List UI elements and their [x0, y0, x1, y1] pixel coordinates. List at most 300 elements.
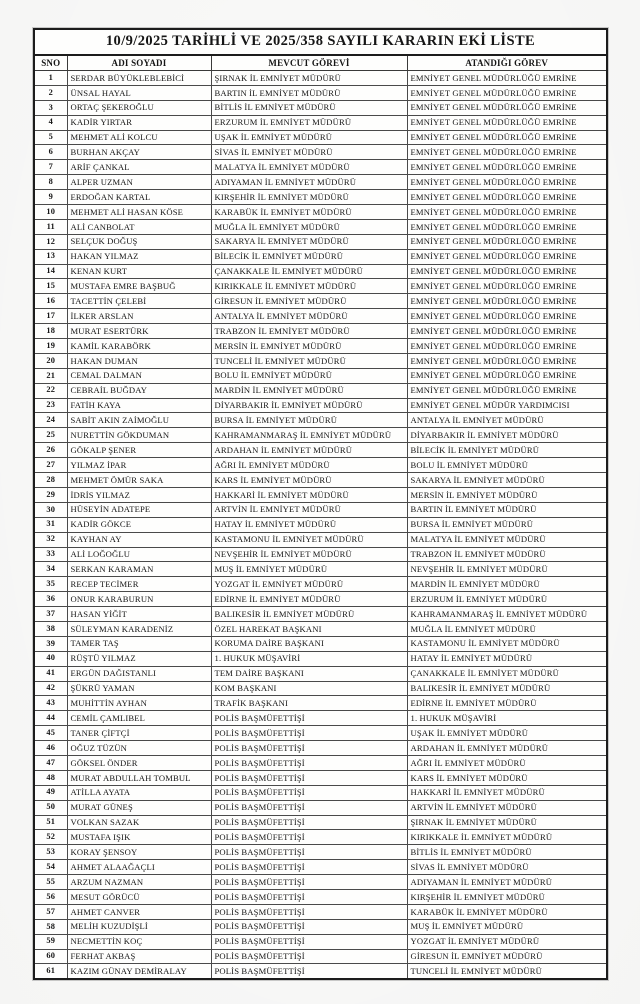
table-row [35, 339, 606, 354]
cell-assigned-duty: EMNİYET GENEL MÜDÜRLÜĞÜ EMRİNE [407, 353, 606, 368]
cell-assigned-duty: EMNİYET GENEL MÜDÜRLÜĞÜ EMRİNE [407, 249, 606, 264]
cell-name: NURETTİN GÖKDUMAN [67, 428, 211, 443]
cell-current-duty: GİRESUN İL EMNİYET MÜDÜRÜ [211, 294, 407, 309]
cell-assigned-duty: EMNİYET GENEL MÜDÜRLÜĞÜ EMRİNE [407, 279, 606, 294]
cell-name: ŞÜKRÜ YAMAN [67, 681, 211, 696]
table-row [35, 607, 606, 622]
cell-name: ALPER UZMAN [67, 175, 211, 190]
cell-name: HÜSEYİN ADATEPE [67, 502, 211, 517]
cell-sno: 21 [35, 368, 67, 383]
cell-current-duty: POLİS BAŞMÜFETTİŞİ [211, 904, 407, 919]
cell-current-duty: POLİS BAŞMÜFETTİŞİ [211, 964, 407, 978]
cell-current-duty: POLİS BAŞMÜFETTİŞİ [211, 830, 407, 845]
cell-current-duty: BİTLİS İL EMNİYET MÜDÜRÜ [211, 100, 407, 115]
cell-assigned-duty: NEVŞEHİR İL EMNİYET MÜDÜRÜ [407, 562, 606, 577]
cell-assigned-duty: 1. HUKUK MÜŞAVİRİ [407, 711, 606, 726]
cell-name: GÖKALP ŞENER [67, 443, 211, 458]
document-title: 10/9/2025 TARİHLİ VE 2025/358 SAYILI KARARIN EKİ LİSTE [35, 30, 606, 55]
cell-assigned-duty: BURSA İL EMNİYET MÜDÜRÜ [407, 517, 606, 532]
cell-assigned-duty: EMNİYET GENEL MÜDÜRLÜĞÜ EMRİNE [407, 339, 606, 354]
cell-name: RÜŞTÜ YILMAZ [67, 651, 211, 666]
table-row [35, 115, 606, 130]
cell-current-duty: ERZURUM İL EMNİYET MÜDÜRÜ [211, 115, 407, 130]
cell-sno: 11 [35, 219, 67, 234]
cell-sno: 38 [35, 621, 67, 636]
cell-assigned-duty: KAHRAMANMARAŞ İL EMNİYET MÜDÜRÜ [407, 607, 606, 622]
cell-name: GÖKSEL ÖNDER [67, 755, 211, 770]
cell-current-duty: POLİS BAŞMÜFETTİŞİ [211, 755, 407, 770]
cell-sno: 51 [35, 815, 67, 830]
cell-current-duty: MUŞ İL EMNİYET MÜDÜRÜ [211, 562, 407, 577]
table-row [35, 934, 606, 949]
table-row [35, 815, 606, 830]
cell-current-duty: POLİS BAŞMÜFETTİŞİ [211, 770, 407, 785]
cell-assigned-duty: KARS İL EMNİYET MÜDÜRÜ [407, 770, 606, 785]
table-row [35, 428, 606, 443]
cell-current-duty: TRABZON İL EMNİYET MÜDÜRÜ [211, 324, 407, 339]
cell-assigned-duty: ERZURUM İL EMNİYET MÜDÜRÜ [407, 592, 606, 607]
table-row [35, 904, 606, 919]
table-row [35, 85, 606, 100]
cell-current-duty: HATAY İL EMNİYET MÜDÜRÜ [211, 517, 407, 532]
cell-assigned-duty: ANTALYA İL EMNİYET MÜDÜRÜ [407, 413, 606, 428]
cell-name: BURHAN AKÇAY [67, 145, 211, 160]
cell-name: YILMAZ İPAR [67, 458, 211, 473]
header-row [35, 55, 606, 71]
cell-name: ONUR KARABURUN [67, 592, 211, 607]
cell-sno: 24 [35, 413, 67, 428]
table-row [35, 219, 606, 234]
table-row [35, 205, 606, 220]
cell-name: TANER ÇİFTÇİ [67, 726, 211, 741]
cell-assigned-duty: MUŞ İL EMNİYET MÜDÜRÜ [407, 919, 606, 934]
cell-current-duty: ARDAHAN İL EMNİYET MÜDÜRÜ [211, 443, 407, 458]
table-row [35, 770, 606, 785]
cell-current-duty: KOM BAŞKANI [211, 681, 407, 696]
table-row [35, 130, 606, 145]
cell-sno: 52 [35, 830, 67, 845]
cell-assigned-duty: BİTLİS İL EMNİYET MÜDÜRÜ [407, 845, 606, 860]
cell-sno: 39 [35, 636, 67, 651]
cell-name: SABİT AKIN ZAİMOĞLU [67, 413, 211, 428]
cell-sno: 45 [35, 726, 67, 741]
cell-name: ERGÜN DAĞISTANLI [67, 666, 211, 681]
cell-sno: 17 [35, 309, 67, 324]
cell-name: NECMETTİN KOÇ [67, 934, 211, 949]
cell-name: TACETTİN ÇELEBİ [67, 294, 211, 309]
cell-assigned-duty: BARTIN İL EMNİYET MÜDÜRÜ [407, 502, 606, 517]
table-row [35, 726, 606, 741]
cell-current-duty: KAHRAMANMARAŞ İL EMNİYET MÜDÜRÜ [211, 428, 407, 443]
cell-current-duty: AĞRI İL EMNİYET MÜDÜRÜ [211, 458, 407, 473]
cell-sno: 47 [35, 755, 67, 770]
table-row [35, 964, 606, 978]
cell-assigned-duty: EMNİYET GENEL MÜDÜRLÜĞÜ EMRİNE [407, 160, 606, 175]
cell-name: MUSTAFA EMRE BAŞBUĞ [67, 279, 211, 294]
cell-current-duty: POLİS BAŞMÜFETTİŞİ [211, 741, 407, 756]
cell-assigned-duty: YOZGAT İL EMNİYET MÜDÜRÜ [407, 934, 606, 949]
cell-current-duty: 1. HUKUK MÜŞAVİRİ [211, 651, 407, 666]
cell-name: OĞUZ TÜZÜN [67, 741, 211, 756]
cell-assigned-duty: HAKKARİ İL EMNİYET MÜDÜRÜ [407, 785, 606, 800]
cell-name: CEMİL ÇAMLIBEL [67, 711, 211, 726]
cell-assigned-duty: EMNİYET GENEL MÜDÜRLÜĞÜ EMRİNE [407, 190, 606, 205]
cell-assigned-duty: MALATYA İL EMNİYET MÜDÜRÜ [407, 532, 606, 547]
cell-assigned-duty: EMNİYET GENEL MÜDÜRLÜĞÜ EMRİNE [407, 130, 606, 145]
cell-sno: 53 [35, 845, 67, 860]
column-header-name: ADI SOYADI [67, 55, 211, 71]
cell-assigned-duty: EMNİYET GENEL MÜDÜRLÜĞÜ EMRİNE [407, 234, 606, 249]
cell-assigned-duty: KARABÜK İL EMNİYET MÜDÜRÜ [407, 904, 606, 919]
table-row [35, 741, 606, 756]
cell-name: CEBRAİL BUĞDAY [67, 383, 211, 398]
cell-name: HAKAN YILMAZ [67, 249, 211, 264]
cell-name: SÜLEYMAN KARADENİZ [67, 621, 211, 636]
table-row [35, 949, 606, 964]
cell-assigned-duty: ÇANAKKALE İL EMNİYET MÜDÜRÜ [407, 666, 606, 681]
cell-name: MEHMET ALİ HASAN KÖSE [67, 205, 211, 220]
decision-annex-table [33, 28, 608, 980]
cell-assigned-duty: EMNİYET GENEL MÜDÜRLÜĞÜ EMRİNE [407, 175, 606, 190]
cell-assigned-duty: TUNCELİ İL EMNİYET MÜDÜRÜ [407, 964, 606, 978]
table-row [35, 666, 606, 681]
cell-current-duty: POLİS BAŞMÜFETTİŞİ [211, 889, 407, 904]
cell-sno: 58 [35, 919, 67, 934]
cell-assigned-duty: AĞRI İL EMNİYET MÜDÜRÜ [407, 755, 606, 770]
cell-current-duty: ÖZEL HAREKAT BAŞKANI [211, 621, 407, 636]
cell-current-duty: MERSİN İL EMNİYET MÜDÜRÜ [211, 339, 407, 354]
cell-name: ALİ LOĞOĞLU [67, 547, 211, 562]
cell-assigned-duty: EDİRNE İL EMNİYET MÜDÜRÜ [407, 696, 606, 711]
cell-current-duty: NEVŞEHİR İL EMNİYET MÜDÜRÜ [211, 547, 407, 562]
cell-current-duty: POLİS BAŞMÜFETTİŞİ [211, 800, 407, 815]
cell-current-duty: HAKKARİ İL EMNİYET MÜDÜRÜ [211, 487, 407, 502]
cell-name: MURAT GÜNEŞ [67, 800, 211, 815]
cell-sno: 28 [35, 473, 67, 488]
cell-sno: 41 [35, 666, 67, 681]
cell-sno: 46 [35, 741, 67, 756]
cell-sno: 1 [35, 71, 67, 86]
table-row [35, 160, 606, 175]
cell-sno: 13 [35, 249, 67, 264]
cell-name: ÜNSAL HAYAL [67, 85, 211, 100]
table-row [35, 502, 606, 517]
cell-current-duty: KARS İL EMNİYET MÜDÜRÜ [211, 473, 407, 488]
cell-assigned-duty: BALIKESİR İL EMNİYET MÜDÜRÜ [407, 681, 606, 696]
cell-current-duty: POLİS BAŞMÜFETTİŞİ [211, 860, 407, 875]
cell-current-duty: POLİS BAŞMÜFETTİŞİ [211, 845, 407, 860]
table-row [35, 190, 606, 205]
cell-current-duty: BİLECİK İL EMNİYET MÜDÜRÜ [211, 249, 407, 264]
cell-sno: 35 [35, 577, 67, 592]
cell-name: MESUT GÖRÜCÜ [67, 889, 211, 904]
cell-name: FERHAT AKBAŞ [67, 949, 211, 964]
cell-current-duty: ÇANAKKALE İL EMNİYET MÜDÜRÜ [211, 264, 407, 279]
cell-current-duty: POLİS BAŞMÜFETTİŞİ [211, 934, 407, 949]
cell-name: HAKAN DUMAN [67, 353, 211, 368]
table-row [35, 845, 606, 860]
cell-name: MEHMET ALİ KOLCU [67, 130, 211, 145]
cell-name: TAMER TAŞ [67, 636, 211, 651]
cell-current-duty: BARTIN İL EMNİYET MÜDÜRÜ [211, 85, 407, 100]
table-row [35, 309, 606, 324]
cell-current-duty: POLİS BAŞMÜFETTİŞİ [211, 919, 407, 934]
cell-current-duty: MALATYA İL EMNİYET MÜDÜRÜ [211, 160, 407, 175]
cell-name: ORTAÇ ŞEKEROĞLU [67, 100, 211, 115]
table-row [35, 175, 606, 190]
cell-current-duty: KIRŞEHİR İL EMNİYET MÜDÜRÜ [211, 190, 407, 205]
column-header-current: MEVCUT GÖREVİ [211, 55, 407, 71]
table-row [35, 234, 606, 249]
cell-assigned-duty: EMNİYET GENEL MÜDÜRLÜĞÜ EMRİNE [407, 219, 606, 234]
cell-sno: 8 [35, 175, 67, 190]
cell-name: ATİLLA AYATA [67, 785, 211, 800]
cell-name: AHMET CANVER [67, 904, 211, 919]
cell-name: MURAT ESERTÜRK [67, 324, 211, 339]
cell-assigned-duty: EMNİYET GENEL MÜDÜR YARDIMCISI [407, 398, 606, 413]
cell-current-duty: TRAFİK BAŞKANI [211, 696, 407, 711]
cell-sno: 19 [35, 339, 67, 354]
cell-name: KADİR YIRTAR [67, 115, 211, 130]
cell-assigned-duty: SİVAS İL EMNİYET MÜDÜRÜ [407, 860, 606, 875]
table-row [35, 621, 606, 636]
cell-current-duty: DİYARBAKIR İL EMNİYET MÜDÜRÜ [211, 398, 407, 413]
cell-current-duty: TUNCELİ İL EMNİYET MÜDÜRÜ [211, 353, 407, 368]
cell-sno: 56 [35, 889, 67, 904]
cell-current-duty: MARDİN İL EMNİYET MÜDÜRÜ [211, 383, 407, 398]
cell-sno: 33 [35, 547, 67, 562]
table-head [35, 30, 606, 71]
cell-assigned-duty: EMNİYET GENEL MÜDÜRLÜĞÜ EMRİNE [407, 205, 606, 220]
cell-current-duty: ARTVİN İL EMNİYET MÜDÜRÜ [211, 502, 407, 517]
cell-sno: 54 [35, 860, 67, 875]
cell-sno: 10 [35, 205, 67, 220]
cell-sno: 18 [35, 324, 67, 339]
table-row [35, 800, 606, 815]
cell-assigned-duty: EMNİYET GENEL MÜDÜRLÜĞÜ EMRİNE [407, 383, 606, 398]
cell-current-duty: POLİS BAŞMÜFETTİŞİ [211, 785, 407, 800]
cell-assigned-duty: EMNİYET GENEL MÜDÜRLÜĞÜ EMRİNE [407, 71, 606, 86]
cell-sno: 7 [35, 160, 67, 175]
cell-current-duty: KIRIKKALE İL EMNİYET MÜDÜRÜ [211, 279, 407, 294]
cell-current-duty: SAKARYA İL EMNİYET MÜDÜRÜ [211, 234, 407, 249]
cell-sno: 48 [35, 770, 67, 785]
cell-current-duty: UŞAK İL EMNİYET MÜDÜRÜ [211, 130, 407, 145]
cell-sno: 57 [35, 904, 67, 919]
table-row [35, 830, 606, 845]
cell-sno: 43 [35, 696, 67, 711]
cell-assigned-duty: KASTAMONU İL EMNİYET MÜDÜRÜ [407, 636, 606, 651]
cell-sno: 42 [35, 681, 67, 696]
cell-sno: 5 [35, 130, 67, 145]
column-header-sno: SNO [35, 55, 67, 71]
cell-name: RECEP TECİMER [67, 577, 211, 592]
cell-assigned-duty: ADIYAMAN İL EMNİYET MÜDÜRÜ [407, 875, 606, 890]
cell-name: MELİH KUZUDİŞLİ [67, 919, 211, 934]
cell-current-duty: BURSA İL EMNİYET MÜDÜRÜ [211, 413, 407, 428]
table-row [35, 577, 606, 592]
cell-assigned-duty: EMNİYET GENEL MÜDÜRLÜĞÜ EMRİNE [407, 85, 606, 100]
cell-current-duty: ADIYAMAN İL EMNİYET MÜDÜRÜ [211, 175, 407, 190]
cell-sno: 3 [35, 100, 67, 115]
cell-sno: 29 [35, 487, 67, 502]
table-row [35, 755, 606, 770]
cell-current-duty: POLİS BAŞMÜFETTİŞİ [211, 726, 407, 741]
cell-current-duty: POLİS BAŞMÜFETTİŞİ [211, 949, 407, 964]
cell-current-duty: POLİS BAŞMÜFETTİŞİ [211, 815, 407, 830]
cell-assigned-duty: EMNİYET GENEL MÜDÜRLÜĞÜ EMRİNE [407, 368, 606, 383]
table-row [35, 353, 606, 368]
cell-name: VOLKAN SAZAK [67, 815, 211, 830]
table-row [35, 294, 606, 309]
title-row [35, 30, 606, 55]
cell-sno: 59 [35, 934, 67, 949]
table-row [35, 443, 606, 458]
cell-name: KAZIM GÜNAY DEMİRALAY [67, 964, 211, 978]
table-row [35, 517, 606, 532]
cell-assigned-duty: ARTVİN İL EMNİYET MÜDÜRÜ [407, 800, 606, 815]
table-row [35, 100, 606, 115]
cell-sno: 16 [35, 294, 67, 309]
cell-assigned-duty: MERSİN İL EMNİYET MÜDÜRÜ [407, 487, 606, 502]
cell-assigned-duty: UŞAK İL EMNİYET MÜDÜRÜ [407, 726, 606, 741]
table-row [35, 473, 606, 488]
cell-sno: 60 [35, 949, 67, 964]
cell-assigned-duty: MARDİN İL EMNİYET MÜDÜRÜ [407, 577, 606, 592]
cell-current-duty: POLİS BAŞMÜFETTİŞİ [211, 711, 407, 726]
cell-name: FATİH KAYA [67, 398, 211, 413]
cell-current-duty: KARABÜK İL EMNİYET MÜDÜRÜ [211, 205, 407, 220]
table-row [35, 487, 606, 502]
cell-assigned-duty: EMNİYET GENEL MÜDÜRLÜĞÜ EMRİNE [407, 309, 606, 324]
cell-assigned-duty: EMNİYET GENEL MÜDÜRLÜĞÜ EMRİNE [407, 115, 606, 130]
cell-assigned-duty: HATAY İL EMNİYET MÜDÜRÜ [407, 651, 606, 666]
cell-sno: 36 [35, 592, 67, 607]
cell-assigned-duty: TRABZON İL EMNİYET MÜDÜRÜ [407, 547, 606, 562]
table-row [35, 383, 606, 398]
table-row [35, 413, 606, 428]
cell-sno: 55 [35, 875, 67, 890]
table-row [35, 264, 606, 279]
table-row [35, 71, 606, 86]
cell-sno: 6 [35, 145, 67, 160]
table-row [35, 785, 606, 800]
cell-name: MUSTAFA IŞIK [67, 830, 211, 845]
cell-sno: 14 [35, 264, 67, 279]
cell-current-duty: BOLU İL EMNİYET MÜDÜRÜ [211, 368, 407, 383]
cell-current-duty: MUĞLA İL EMNİYET MÜDÜRÜ [211, 219, 407, 234]
column-header-assigned: ATANDIĞI GÖREV [407, 55, 606, 71]
cell-name: İLKER ARSLAN [67, 309, 211, 324]
cell-name: AHMET ALAAĞAÇLI [67, 860, 211, 875]
cell-assigned-duty: EMNİYET GENEL MÜDÜRLÜĞÜ EMRİNE [407, 294, 606, 309]
cell-sno: 31 [35, 517, 67, 532]
table-row [35, 919, 606, 934]
table-row [35, 889, 606, 904]
cell-sno: 12 [35, 234, 67, 249]
cell-name: CEMAL DALMAN [67, 368, 211, 383]
table-row [35, 681, 606, 696]
table-row [35, 145, 606, 160]
cell-current-duty: POLİS BAŞMÜFETTİŞİ [211, 875, 407, 890]
cell-assigned-duty: KIRIKKALE İL EMNİYET MÜDÜRÜ [407, 830, 606, 845]
table-row [35, 875, 606, 890]
table-row [35, 711, 606, 726]
cell-sno: 9 [35, 190, 67, 205]
cell-name: İDRİS YILMAZ [67, 487, 211, 502]
cell-sno: 2 [35, 85, 67, 100]
cell-assigned-duty: EMNİYET GENEL MÜDÜRLÜĞÜ EMRİNE [407, 100, 606, 115]
cell-sno: 4 [35, 115, 67, 130]
cell-current-duty: BALIKESİR İL EMNİYET MÜDÜRÜ [211, 607, 407, 622]
table-row [35, 458, 606, 473]
cell-assigned-duty: BİLECİK İL EMNİYET MÜDÜRÜ [407, 443, 606, 458]
cell-name: MUHİTTİN AYHAN [67, 696, 211, 711]
cell-name: SERDAR BÜYÜKLEBLEBİCİ [67, 71, 211, 86]
cell-name: KORAY ŞENSOY [67, 845, 211, 860]
cell-sno: 20 [35, 353, 67, 368]
cell-current-duty: YOZGAT İL EMNİYET MÜDÜRÜ [211, 577, 407, 592]
cell-name: MEHMET ÖMÜR SAKA [67, 473, 211, 488]
cell-assigned-duty: GİRESUN İL EMNİYET MÜDÜRÜ [407, 949, 606, 964]
cell-assigned-duty: DİYARBAKIR İL EMNİYET MÜDÜRÜ [407, 428, 606, 443]
cell-name: SELÇUK DOĞUŞ [67, 234, 211, 249]
cell-sno: 30 [35, 502, 67, 517]
table-row [35, 860, 606, 875]
table-row [35, 696, 606, 711]
table-row [35, 532, 606, 547]
table-row [35, 636, 606, 651]
cell-name: ALİ CANBOLAT [67, 219, 211, 234]
cell-sno: 32 [35, 532, 67, 547]
cell-assigned-duty: EMNİYET GENEL MÜDÜRLÜĞÜ EMRİNE [407, 324, 606, 339]
cell-name: KAMİL KARABÖRK [67, 339, 211, 354]
cell-assigned-duty: EMNİYET GENEL MÜDÜRLÜĞÜ EMRİNE [407, 145, 606, 160]
cell-sno: 22 [35, 383, 67, 398]
table-row [35, 651, 606, 666]
cell-sno: 49 [35, 785, 67, 800]
cell-name: MURAT ABDULLAH TOMBUL [67, 770, 211, 785]
cell-sno: 15 [35, 279, 67, 294]
table-row [35, 279, 606, 294]
cell-sno: 27 [35, 458, 67, 473]
cell-assigned-duty: EMNİYET GENEL MÜDÜRLÜĞÜ EMRİNE [407, 264, 606, 279]
cell-sno: 34 [35, 562, 67, 577]
cell-sno: 37 [35, 607, 67, 622]
table-row [35, 324, 606, 339]
cell-current-duty: ŞIRNAK İL EMNİYET MÜDÜRÜ [211, 71, 407, 86]
cell-name: ERDOĞAN KARTAL [67, 190, 211, 205]
cell-current-duty: KORUMA DAİRE BAŞKANI [211, 636, 407, 651]
cell-current-duty: KASTAMONU İL EMNİYET MÜDÜRÜ [211, 532, 407, 547]
cell-current-duty: TEM DAİRE BAŞKANI [211, 666, 407, 681]
cell-current-duty: ANTALYA İL EMNİYET MÜDÜRÜ [211, 309, 407, 324]
cell-sno: 25 [35, 428, 67, 443]
table-row [35, 249, 606, 264]
assignments-table [35, 30, 606, 978]
table-body [35, 71, 606, 979]
cell-current-duty: EDİRNE İL EMNİYET MÜDÜRÜ [211, 592, 407, 607]
table-row [35, 398, 606, 413]
cell-name: ARZUM NAZMAN [67, 875, 211, 890]
cell-name: KENAN KURT [67, 264, 211, 279]
cell-current-duty: SİVAS İL EMNİYET MÜDÜRÜ [211, 145, 407, 160]
cell-sno: 44 [35, 711, 67, 726]
cell-assigned-duty: BOLU İL EMNİYET MÜDÜRÜ [407, 458, 606, 473]
cell-name: KADİR GÖKCE [67, 517, 211, 532]
cell-assigned-duty: ŞIRNAK İL EMNİYET MÜDÜRÜ [407, 815, 606, 830]
cell-sno: 23 [35, 398, 67, 413]
